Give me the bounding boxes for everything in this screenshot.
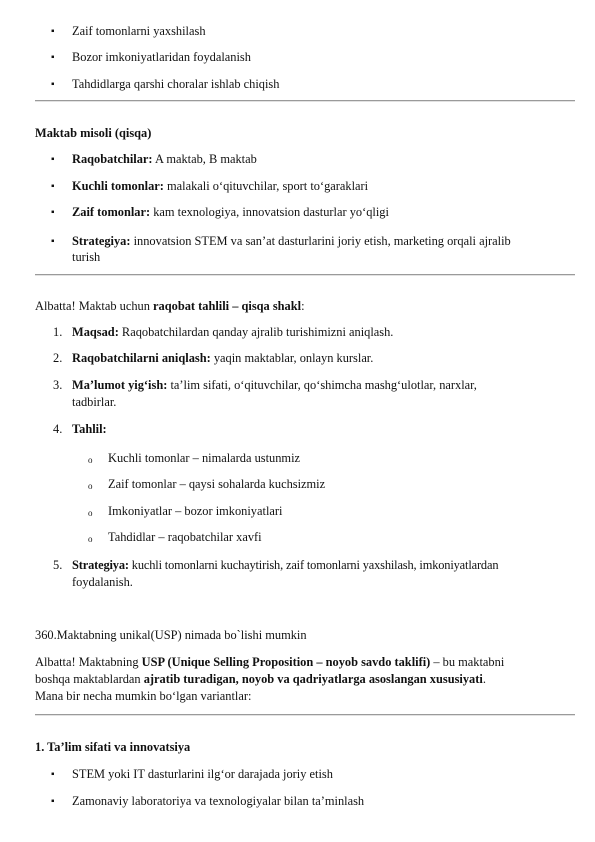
horizontal-divider bbox=[35, 100, 575, 102]
list-item bbox=[72, 151, 575, 168]
text: Albatta! Maktabning bbox=[35, 655, 142, 669]
item-label: Ma’lumot yig‘ish: bbox=[72, 378, 168, 392]
list-number: 1. bbox=[53, 325, 63, 339]
horizontal-divider bbox=[35, 714, 575, 716]
bullet-icon: ▪ bbox=[51, 181, 55, 192]
list-item bbox=[72, 204, 575, 221]
bullet-icon: ▪ bbox=[51, 79, 55, 90]
item-text: innovatsion STEM va san’at dasturlarini joriy etish, marketing orqali ajralib bbox=[130, 234, 511, 248]
bullet-icon: ▪ bbox=[51, 769, 55, 780]
paragraph: Mana bir necha mumkin bo‘lgan variantlar: bbox=[35, 689, 252, 703]
bullet-icon: ▪ bbox=[51, 796, 55, 807]
bullet-icon: ▪ bbox=[51, 154, 55, 165]
item-text-continued: foydalanish. bbox=[72, 575, 133, 589]
item-label: Zaif tomonlar: bbox=[72, 205, 151, 219]
item-label: Raqobatchilar: bbox=[72, 152, 153, 166]
list-item: Zamonaviy laboratoriya va texnologiyalar bilan ta’minlash bbox=[72, 794, 365, 808]
item-label: Tahlil: bbox=[72, 422, 107, 436]
bold-text: ajratib turadigan, noyob va qadriyatlarga asoslangan xususiyati bbox=[143, 672, 483, 686]
item-label: Raqobatchilarni aniqlash: bbox=[72, 351, 211, 365]
text: – bu maktabni bbox=[430, 655, 505, 669]
item-text: yaqin maktablar, onlayn kurslar. bbox=[210, 351, 374, 365]
item-label: Maqsad: bbox=[72, 325, 119, 339]
list-number: 4. bbox=[53, 422, 63, 436]
bold-text: USP (Unique Selling Proposition – noyob savdo taklifi) bbox=[141, 655, 431, 669]
list-number: 2. bbox=[53, 351, 63, 365]
list-item: Tahdidlarga qarshi choralar ishlab chiqish bbox=[72, 77, 280, 91]
list-number: 5. bbox=[53, 558, 63, 572]
sub-list-item: Zaif tomonlar – qaysi sohalarda kuchsizmiz bbox=[108, 477, 326, 491]
numbered-item bbox=[72, 324, 575, 341]
paragraph bbox=[35, 671, 575, 688]
numbered-item bbox=[72, 557, 575, 574]
item-text: Raqobatchilardan qanday ajralib turishimizni aniqlash. bbox=[118, 325, 394, 339]
circle-bullet-icon: o bbox=[88, 455, 93, 465]
numbered-item bbox=[72, 421, 575, 438]
text: boshqa maktablardan bbox=[35, 672, 144, 686]
sub-list-item: Tahdidlar – raqobatchilar xavfi bbox=[108, 530, 262, 544]
list-item: Bozor imkoniyatlaridan foydalanish bbox=[72, 50, 251, 64]
item-text: A maktab, B maktab bbox=[152, 152, 257, 166]
item-text: kuchli tomonlarni kuchaytirish, zaif tomonlarni yaxshilash, imkoniyatlardan bbox=[128, 558, 499, 572]
circle-bullet-icon: o bbox=[88, 481, 93, 491]
text: Albatta! Maktab uchun bbox=[35, 299, 154, 313]
item-label: Kuchli tomonlar: bbox=[72, 179, 164, 193]
sub-list-item: Imkoniyatlar – bozor imkoniyatlari bbox=[108, 504, 283, 518]
numbered-item bbox=[72, 350, 575, 367]
list-item bbox=[72, 178, 575, 195]
paragraph bbox=[35, 298, 575, 315]
circle-bullet-icon: o bbox=[88, 508, 93, 518]
item-text: ta’lim sifati, o‘qituvchilar, qo‘shimcha mashg‘ulotlar, narxlar, bbox=[167, 378, 477, 392]
item-text: malakali o‘qituvchilar, sport to‘garaklari bbox=[163, 179, 369, 193]
numbered-item bbox=[72, 377, 575, 394]
list-item: Zaif tomonlarni yaxshilash bbox=[72, 24, 206, 38]
question-heading: 360.Maktabning unikal(USP) nimada bo`lishi mumkin bbox=[35, 628, 307, 642]
sub-list-item: Kuchli tomonlar – nimalarda ustunmiz bbox=[108, 451, 301, 465]
text: : bbox=[301, 299, 305, 313]
item-text-continued: turish bbox=[72, 250, 101, 264]
bullet-icon: ▪ bbox=[51, 236, 55, 247]
item-text-continued: tadbirlar. bbox=[72, 395, 117, 409]
bullet-icon: ▪ bbox=[51, 207, 55, 218]
bold-text: raqobat tahlili – qisqa shakl bbox=[153, 299, 302, 313]
text: . bbox=[482, 672, 486, 686]
horizontal-divider bbox=[35, 274, 575, 276]
list-item: STEM yoki IT dasturlarini ilg‘or darajada joriy etish bbox=[72, 767, 333, 781]
bullet-icon: ▪ bbox=[51, 26, 55, 37]
paragraph bbox=[35, 654, 575, 671]
list-number: 3. bbox=[53, 378, 63, 392]
section-heading: 1. Ta’lim sifati va innovatsiya bbox=[35, 740, 191, 754]
circle-bullet-icon: o bbox=[88, 534, 93, 544]
item-text: kam texnologiya, innovatsion dasturlar yo‘qligi bbox=[150, 205, 389, 219]
bullet-icon: ▪ bbox=[51, 52, 55, 63]
item-label: Strategiya: bbox=[72, 234, 131, 248]
section-heading: Maktab misoli (qisqa) bbox=[35, 126, 152, 140]
item-label: Strategiya: bbox=[72, 558, 129, 572]
list-item bbox=[72, 233, 575, 250]
